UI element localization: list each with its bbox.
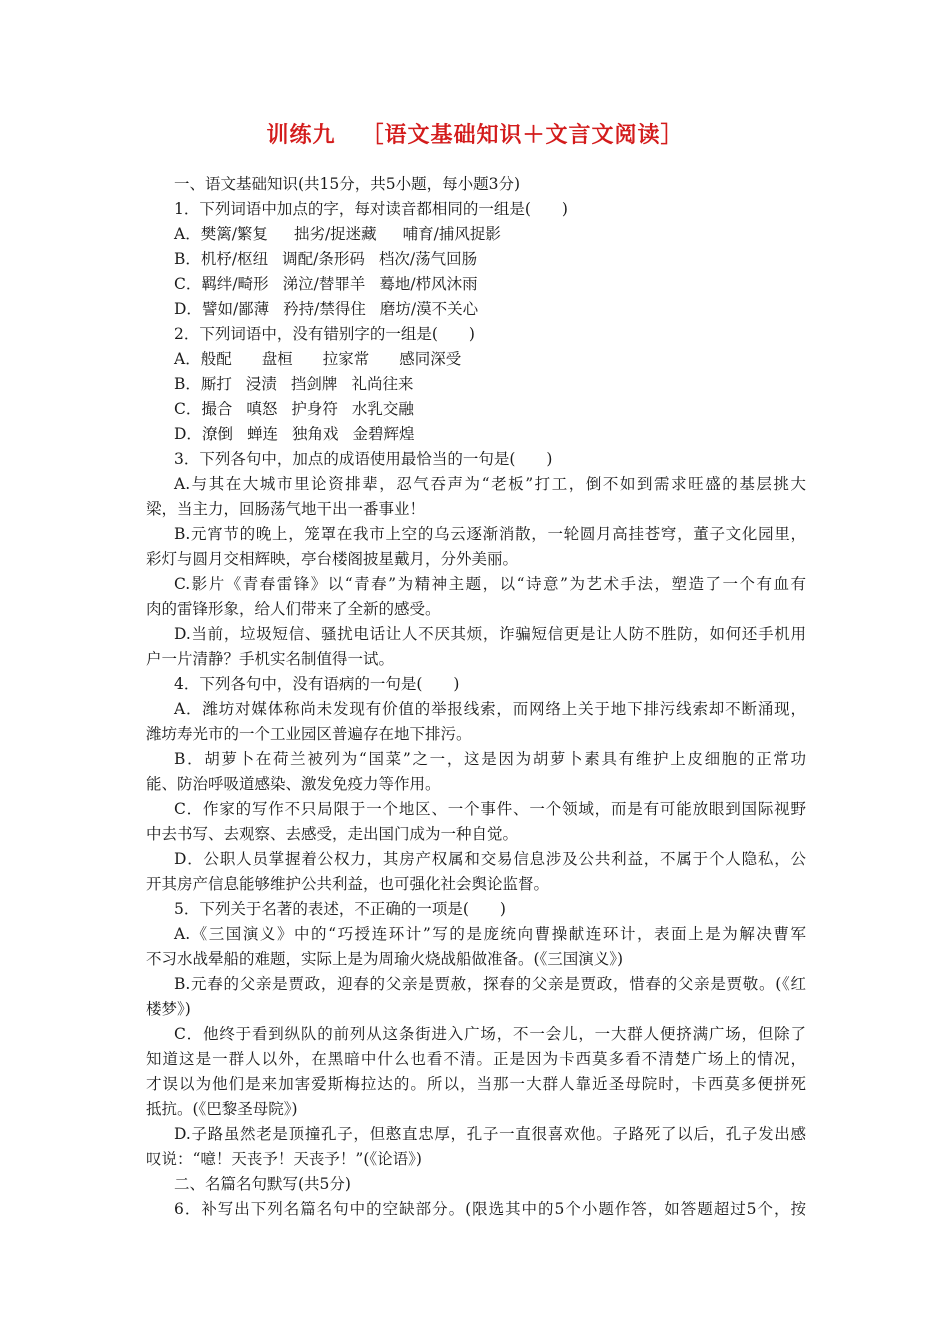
q4-option-d-line2: 开其房产信息能够维护公共利益，也可强化社会舆论监督。 — [146, 875, 550, 893]
title-main: 训练九 — [266, 123, 336, 148]
q5-stem: 5．下列关于名著的表述，不正确的一项是( ) — [174, 900, 506, 918]
q5-option-c-line2: 知道这是一群人以外，在黑暗中什么也看不清。正是因为卡西莫多看不清楚广场上的情况， — [146, 1050, 806, 1068]
q5-option-d-line2: 叹说：“噫！天丧予！天丧予！”(《论语》) — [146, 1150, 422, 1168]
page-title — [0, 118, 950, 149]
q1-option-d: D．譬如/鄙薄 矜持/禁得住 磨坊/漠不关心 — [174, 300, 479, 318]
section-1-header: 一、语文基础知识(共15分，共5小题，每小题3分) — [174, 175, 521, 193]
q5-option-b-line2: 楼梦》) — [146, 1000, 191, 1018]
q4-option-b-line1: B．胡萝卜在荷兰被列为“国菜”之一，这是因为胡萝卜素具有维护上皮细胞的正常功 — [174, 750, 806, 768]
q3-option-d-line1: D.当前，垃圾短信、骚扰电话让人不厌其烦，诈骗短信更是让人防不胜防，如何还手机用 — [174, 625, 806, 643]
title-sub: ［语文基础知识＋文言文阅读］ — [361, 123, 684, 148]
q3-stem: 3．下列各句中，加点的成语使用最恰当的一句是( ) — [174, 450, 553, 468]
q3-option-b-line2: 彩灯与圆月交相辉映，亭台楼阁披星戴月，分外美丽。 — [146, 550, 519, 568]
q2-option-b: B．厮打 浸渍 挡剑牌 礼尚往来 — [174, 375, 414, 393]
section-2-header: 二、名篇名句默写(共5分) — [174, 1175, 351, 1193]
q4-option-b-line2: 能、防治呼吸道感染、激发免疫力等作用。 — [146, 775, 441, 793]
q3-option-b-line1: B.元宵节的晚上，笼罩在我市上空的乌云逐渐消散，一轮圆月高挂苍穹，董子文化园里， — [174, 525, 806, 543]
q5-option-b-line1: B.元春的父亲是贾政，迎春的父亲是贾赦，探春的父亲是贾政，惜春的父亲是贾敬。(《红 — [174, 975, 806, 993]
q2-stem: 2．下列词语中，没有错别字的一组是( ) — [174, 325, 475, 343]
q3-option-c-line2: 肉的雷锋形象，给人们带来了全新的感受。 — [146, 600, 441, 618]
q5-option-c-line3: 才误以为他们是来加害爱斯梅拉达的。所以，当那一大群人靠近圣母院时，卡西莫多便拼死 — [146, 1075, 806, 1093]
q1-stem: 1．下列词语中加点的字，每对读音都相同的一组是( ) — [174, 200, 568, 218]
q4-option-d-line1: D．公职人员掌握着公权力，其房产权属和交易信息涉及公共利益，不属于个人隐私，公 — [174, 850, 806, 868]
q4-option-a-line1: A．潍坊对媒体称尚未发现有价值的举报线索，而网络上关于地下排污线索却不断涌现， — [174, 700, 806, 718]
q5-option-c-line1: C．他终于看到纵队的前列从这条街进入广场，不一会儿，一大群人便挤满广场，但除了 — [174, 1025, 806, 1043]
q1-option-c: C．羁绊/畸形 涕泣/替罪羊 蓦地/栉风沐雨 — [174, 275, 478, 293]
document-body — [146, 172, 806, 1222]
q5-option-d-line1: D.子路虽然老是顶撞孔子，但憨直忠厚，孔子一直很喜欢他。子路死了以后，孔子发出感 — [174, 1125, 806, 1143]
q1-option-a: A．樊篱/繁复 拙劣/捉迷藏 哺育/捕风捉影 — [174, 225, 501, 243]
q3-option-a-line1: A.与其在大城市里论资排辈，忍气吞声为“老板”打工，倒不如到需求旺盛的基层挑大 — [174, 475, 806, 493]
q5-option-a-line1: A.《三国演义》中的“巧授连环计”写的是庞统向曹操献连环计，表面上是为解决曹军 — [174, 925, 806, 943]
q6-stem-line1: 6．补写出下列名篇名句中的空缺部分。(限选其中的5个小题作答，如答题超过5个，按 — [174, 1200, 806, 1218]
q2-option-a: A．般配 盘桓 拉家常 感同深受 — [174, 350, 462, 368]
q3-option-d-line2: 户一片清静？手机实名制值得一试。 — [146, 650, 395, 668]
q2-option-d: D．潦倒 蝉连 独角戏 金碧辉煌 — [174, 425, 415, 443]
q3-option-c-line1: C.影片《青春雷锋》以“青春”为精神主题，以“诗意”为艺术手法，塑造了一个有血有 — [174, 575, 806, 593]
q4-option-c-line1: C．作家的写作不只局限于一个地区、一个事件、一个领域，而是有可能放眼到国际视野 — [174, 800, 806, 818]
q1-option-b: B．机杼/枢纽 调配/条形码 档次/荡气回肠 — [174, 250, 478, 268]
q3-option-a-line2: 梁，当主力，回肠荡气地干出一番事业！ — [146, 500, 426, 518]
q4-option-a-line2: 潍坊寿光市的一个工业园区普遍存在地下排污。 — [146, 725, 472, 743]
q4-option-c-line2: 中去书写、去观察、去感受，走出国门成为一种自觉。 — [146, 825, 519, 843]
q5-option-c-line4: 抵抗。(《巴黎圣母院》) — [146, 1100, 298, 1118]
q2-option-c: C．撮合 嗔怒 护身符 水乳交融 — [174, 400, 414, 418]
q4-stem: 4．下列各句中，没有语病的一句是( ) — [174, 675, 460, 693]
q5-option-a-line2: 不习水战晕船的难题，实际上是为周瑜火烧战船做准备。(《三国演义》) — [146, 950, 624, 968]
